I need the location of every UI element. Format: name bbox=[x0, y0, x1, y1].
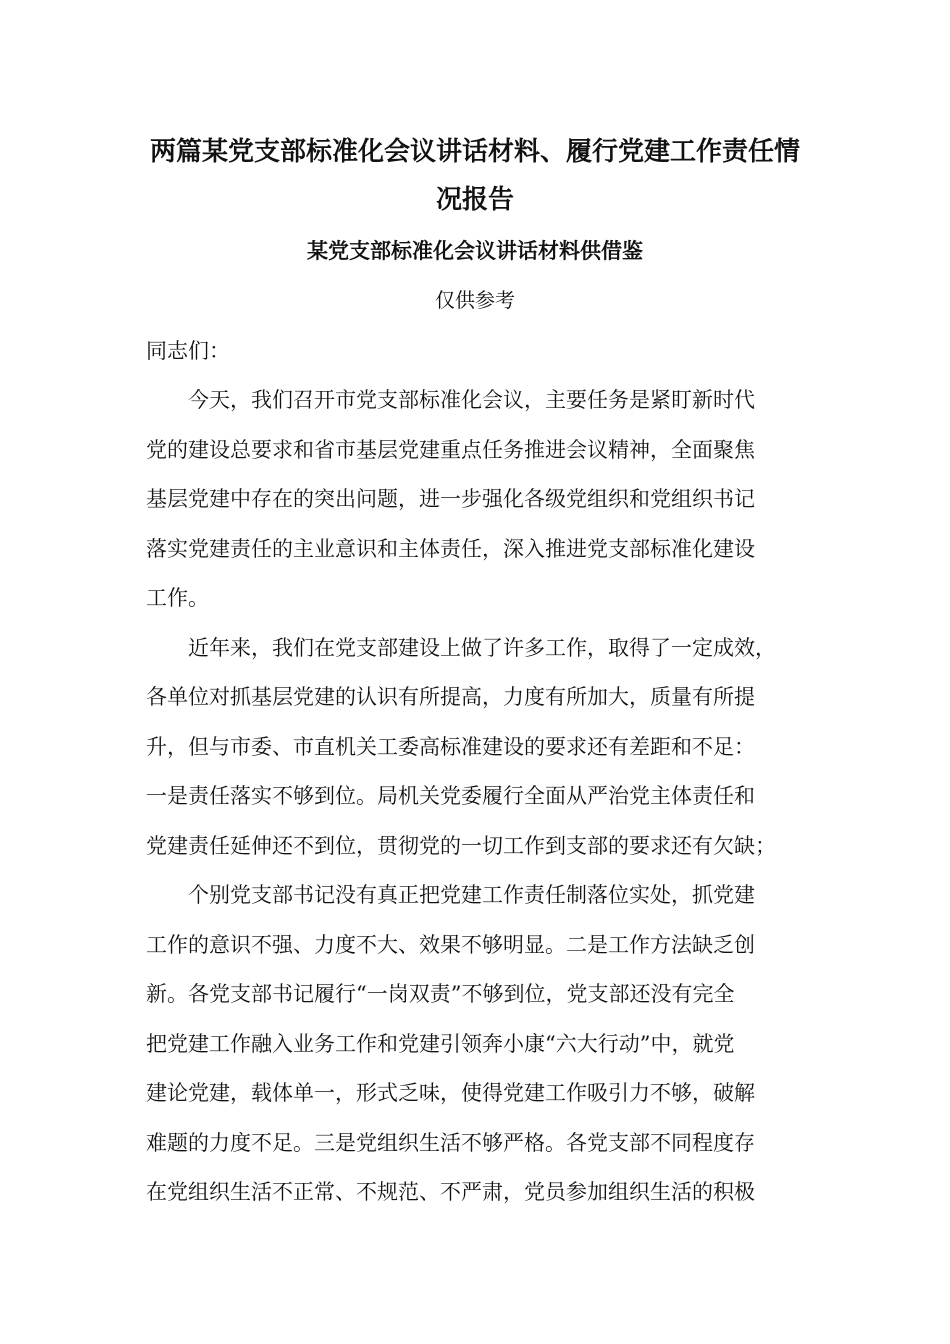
paragraph-line: 在党组织生活不正常、不规范、不严肃，党员参加组织生活的积极 bbox=[146, 1180, 755, 1204]
paragraph-line: 工作。 bbox=[146, 586, 209, 610]
paragraph-line: 把党建工作融入业务工作和党建引领奔小康“六大行动”中，就党 bbox=[146, 1032, 735, 1056]
paragraph-line: 个别党支部书记没有真正把党建工作责任制落位实处，抓党建 bbox=[188, 883, 755, 907]
paragraph-line: 各单位对抓基层党建的认识有所提高，力度有所加大，质量有所提 bbox=[146, 685, 755, 709]
paragraph-line: 一是责任落实不够到位。局机关党委履行全面从严治党主体责任和 bbox=[146, 784, 755, 808]
paragraph-line: 党建责任延伸还不到位，贯彻党的一切工作到支部的要求还有欠缺； bbox=[146, 834, 776, 858]
document-subtitle: 某党支部标准化会议讲话材料供借鉴 bbox=[307, 239, 643, 263]
paragraph-line: 升，但与市委、市直机关工委高标准建设的要求还有差距和不足： bbox=[146, 735, 755, 759]
paragraph-line: 基层党建中存在的突出问题，进一步强化各级党组织和党组织书记 bbox=[146, 487, 755, 511]
paragraph-line: 党的建设总要求和省市基层党建重点任务推进会议精神，全面聚焦 bbox=[146, 438, 755, 462]
paragraph-line: 建论党建，载体单一，形式乏味，使得党建工作吸引力不够，破解 bbox=[146, 1081, 755, 1105]
document-title-line-1: 两篇某党支部标准化会议讲话材料、履行党建工作责任情 bbox=[149, 137, 800, 167]
paragraph-line: 今天，我们召开市党支部标准化会议，主要任务是紧盯新时代 bbox=[188, 388, 755, 412]
paragraph-line: 工作的意识不强、力度不大、效果不够明显。二是工作方法缺乏创 bbox=[146, 933, 755, 957]
paragraph-line: 落实党建责任的主业意识和主体责任，深入推进党支部标准化建设 bbox=[146, 537, 755, 561]
salutation: 同志们： bbox=[146, 339, 230, 363]
document-title-line-2: 况报告 bbox=[435, 185, 514, 215]
paragraph-line: 新。各党支部书记履行“一岗双责”不够到位，党支部还没有完全 bbox=[146, 982, 735, 1006]
paragraph-line: 近年来，我们在党支部建设上做了许多工作，取得了一定成效， bbox=[188, 636, 776, 660]
reference-note: 仅供参考 bbox=[435, 288, 515, 312]
paragraph-line: 难题的力度不足。三是党组织生活不够严格。各党支部不同程度存 bbox=[146, 1131, 755, 1155]
